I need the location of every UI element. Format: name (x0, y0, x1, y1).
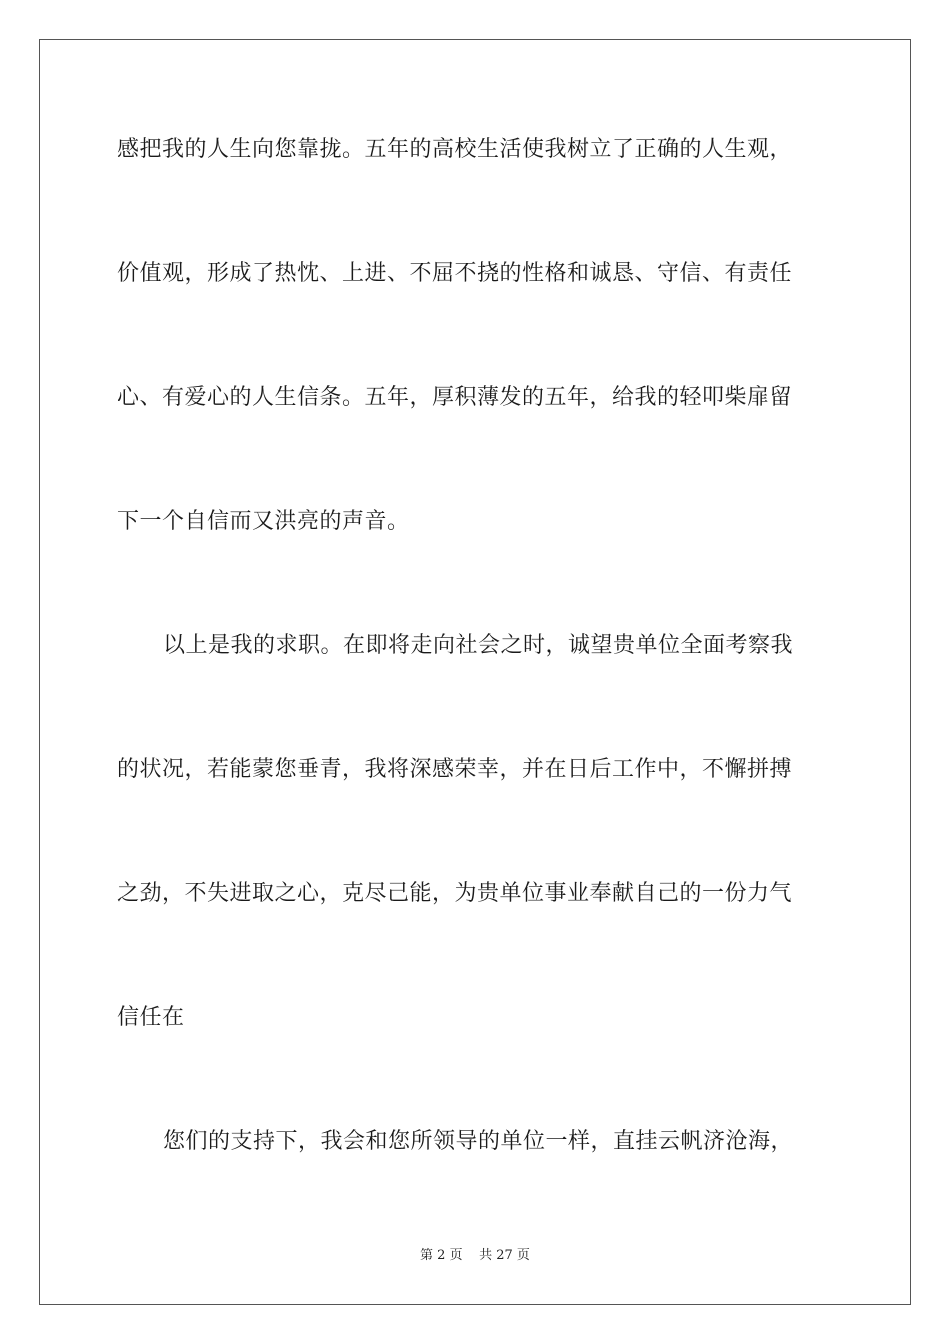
text-line: 价值观，形成了热忱、上进、不屈不挠的性格和诚恳、守信、有责任 (117, 261, 793, 286)
text-line: 信任在 (117, 1005, 185, 1030)
page-total: 共 27 页 (479, 1248, 530, 1263)
text-line: 心、有爱心的人生信条。五年，厚积薄发的五年，给我的轻叩柴扉留 (117, 385, 793, 410)
text-line: 的状况，若能蒙您垂青，我将深感荣幸，并在日后工作中，不懈拼搏 (117, 757, 793, 782)
page-number: 第 2 页 (420, 1248, 463, 1263)
page-footer (0, 1246, 950, 1266)
paragraph-start-line: 您们的支持下，我会和您所领导的单位一样，直挂云帆济沧海， (163, 1129, 794, 1154)
page-border (39, 39, 911, 1305)
text-line: 下一个自信而又洪亮的声音。 (117, 509, 410, 534)
paragraph-start-line: 以上是我的求职。在即将走向社会之时，诚望贵单位全面考察我 (163, 633, 794, 658)
text-line: 之劲，不失进取之心，克尽己能，为贵单位事业奉献自己的一份力气 (117, 881, 793, 906)
text-line: 感把我的人生向您靠拢。五年的高校生活使我树立了正确的人生观， (117, 137, 793, 162)
